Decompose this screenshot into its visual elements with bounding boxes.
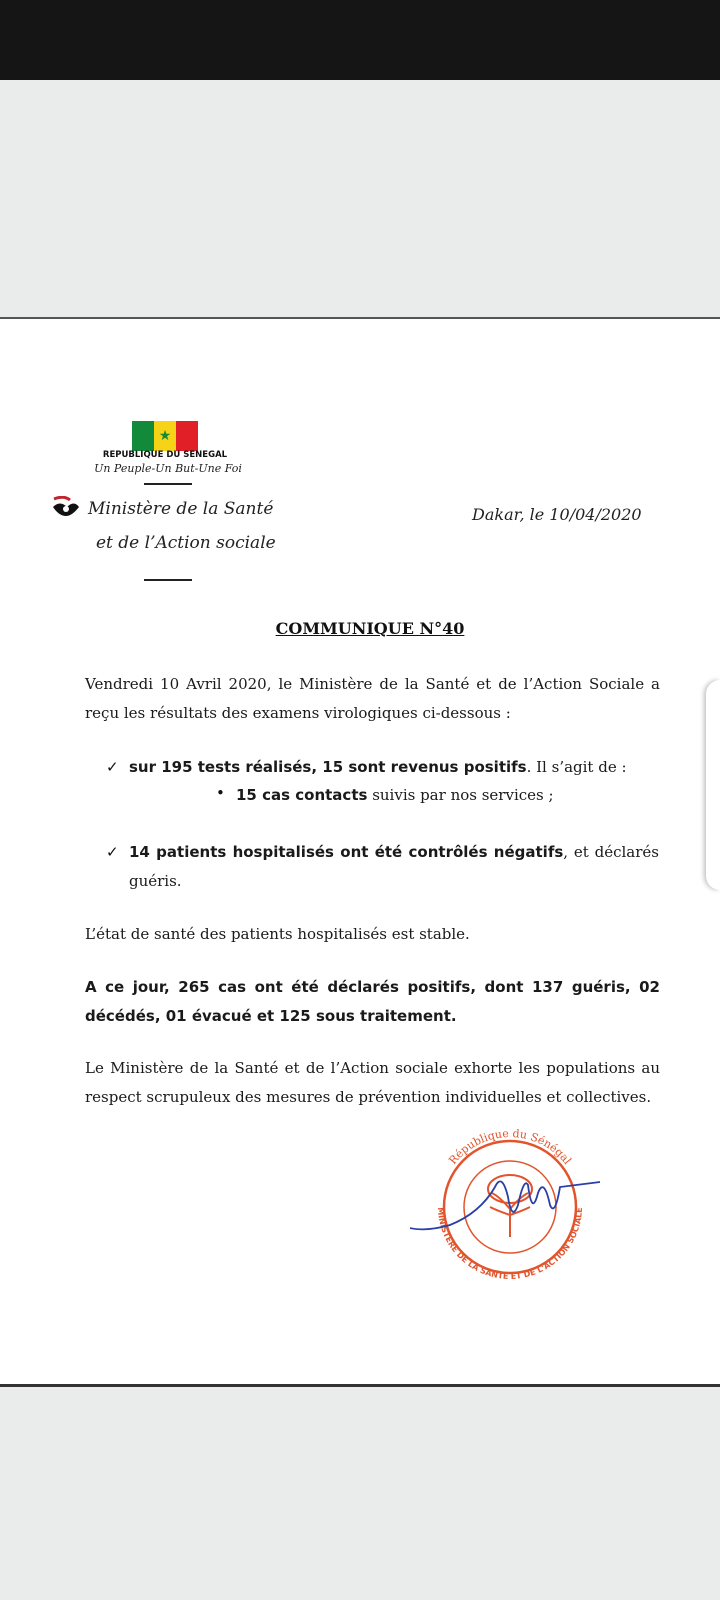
ministry-logo-icon — [50, 496, 80, 518]
national-motto: Un Peuple-Un But-Une Foi — [94, 462, 242, 475]
ministry-name-line2: et de l’Action sociale — [96, 533, 276, 553]
communique-title: COMMUNIQUE N°40 — [275, 619, 465, 638]
stamp-ring-text: MINISTERE DE LA SANTE ET DE L'ACTION SOCIALE — [435, 1207, 585, 1282]
intro-paragraph: Vendredi 10 Avril 2020, le Ministère de la Santé et de l’Action Sociale a reçu les résultats des examens virologiques ci-dessous : — [85, 675, 660, 722]
checkmark-icon: ✓ — [106, 758, 119, 776]
official-stamp — [410, 1127, 610, 1287]
tests-item: sur 195 tests réalisés, 15 sont revenus positifs. Il s’agit de : — [129, 758, 627, 776]
status-bar — [0, 0, 720, 80]
status-paragraph: L’état de santé des patients hospitalisés est stable. — [85, 925, 470, 943]
star-icon: ★ — [154, 421, 176, 451]
bullet-icon: • — [216, 784, 225, 802]
dateline: Dakar, le 10/04/2020 — [472, 505, 642, 524]
healed-item: 14 patients hospitalisés ont été contrôlés négatifs, et déclarés guéris. — [129, 843, 659, 890]
senegal-flag — [132, 421, 198, 451]
closing-paragraph: Le Ministère de la Santé et de l’Action sociale exhorte les populations au respect scrupuleux des mesures de prévention individuelles et collectives. — [85, 1059, 660, 1106]
document-page — [0, 317, 720, 1387]
checkmark-icon: ✓ — [106, 843, 119, 861]
contacts-item: 15 cas contacts suivis par nos services ; — [236, 786, 554, 804]
ministry-name-line1: Ministère de la Santé — [88, 499, 274, 519]
divider — [144, 579, 192, 581]
side-panel-handle[interactable] — [706, 680, 720, 890]
republic-label: REPUBLIQUE DU SENEGAL — [102, 450, 228, 460]
summary-paragraph: A ce jour, 265 cas ont été déclarés positifs, dont 137 guéris, 02 décédés, 01 évacué et 125 sous traitement. — [85, 978, 660, 1025]
stamp-top-text: République du Sénégal — [446, 1127, 574, 1167]
divider — [144, 483, 192, 485]
